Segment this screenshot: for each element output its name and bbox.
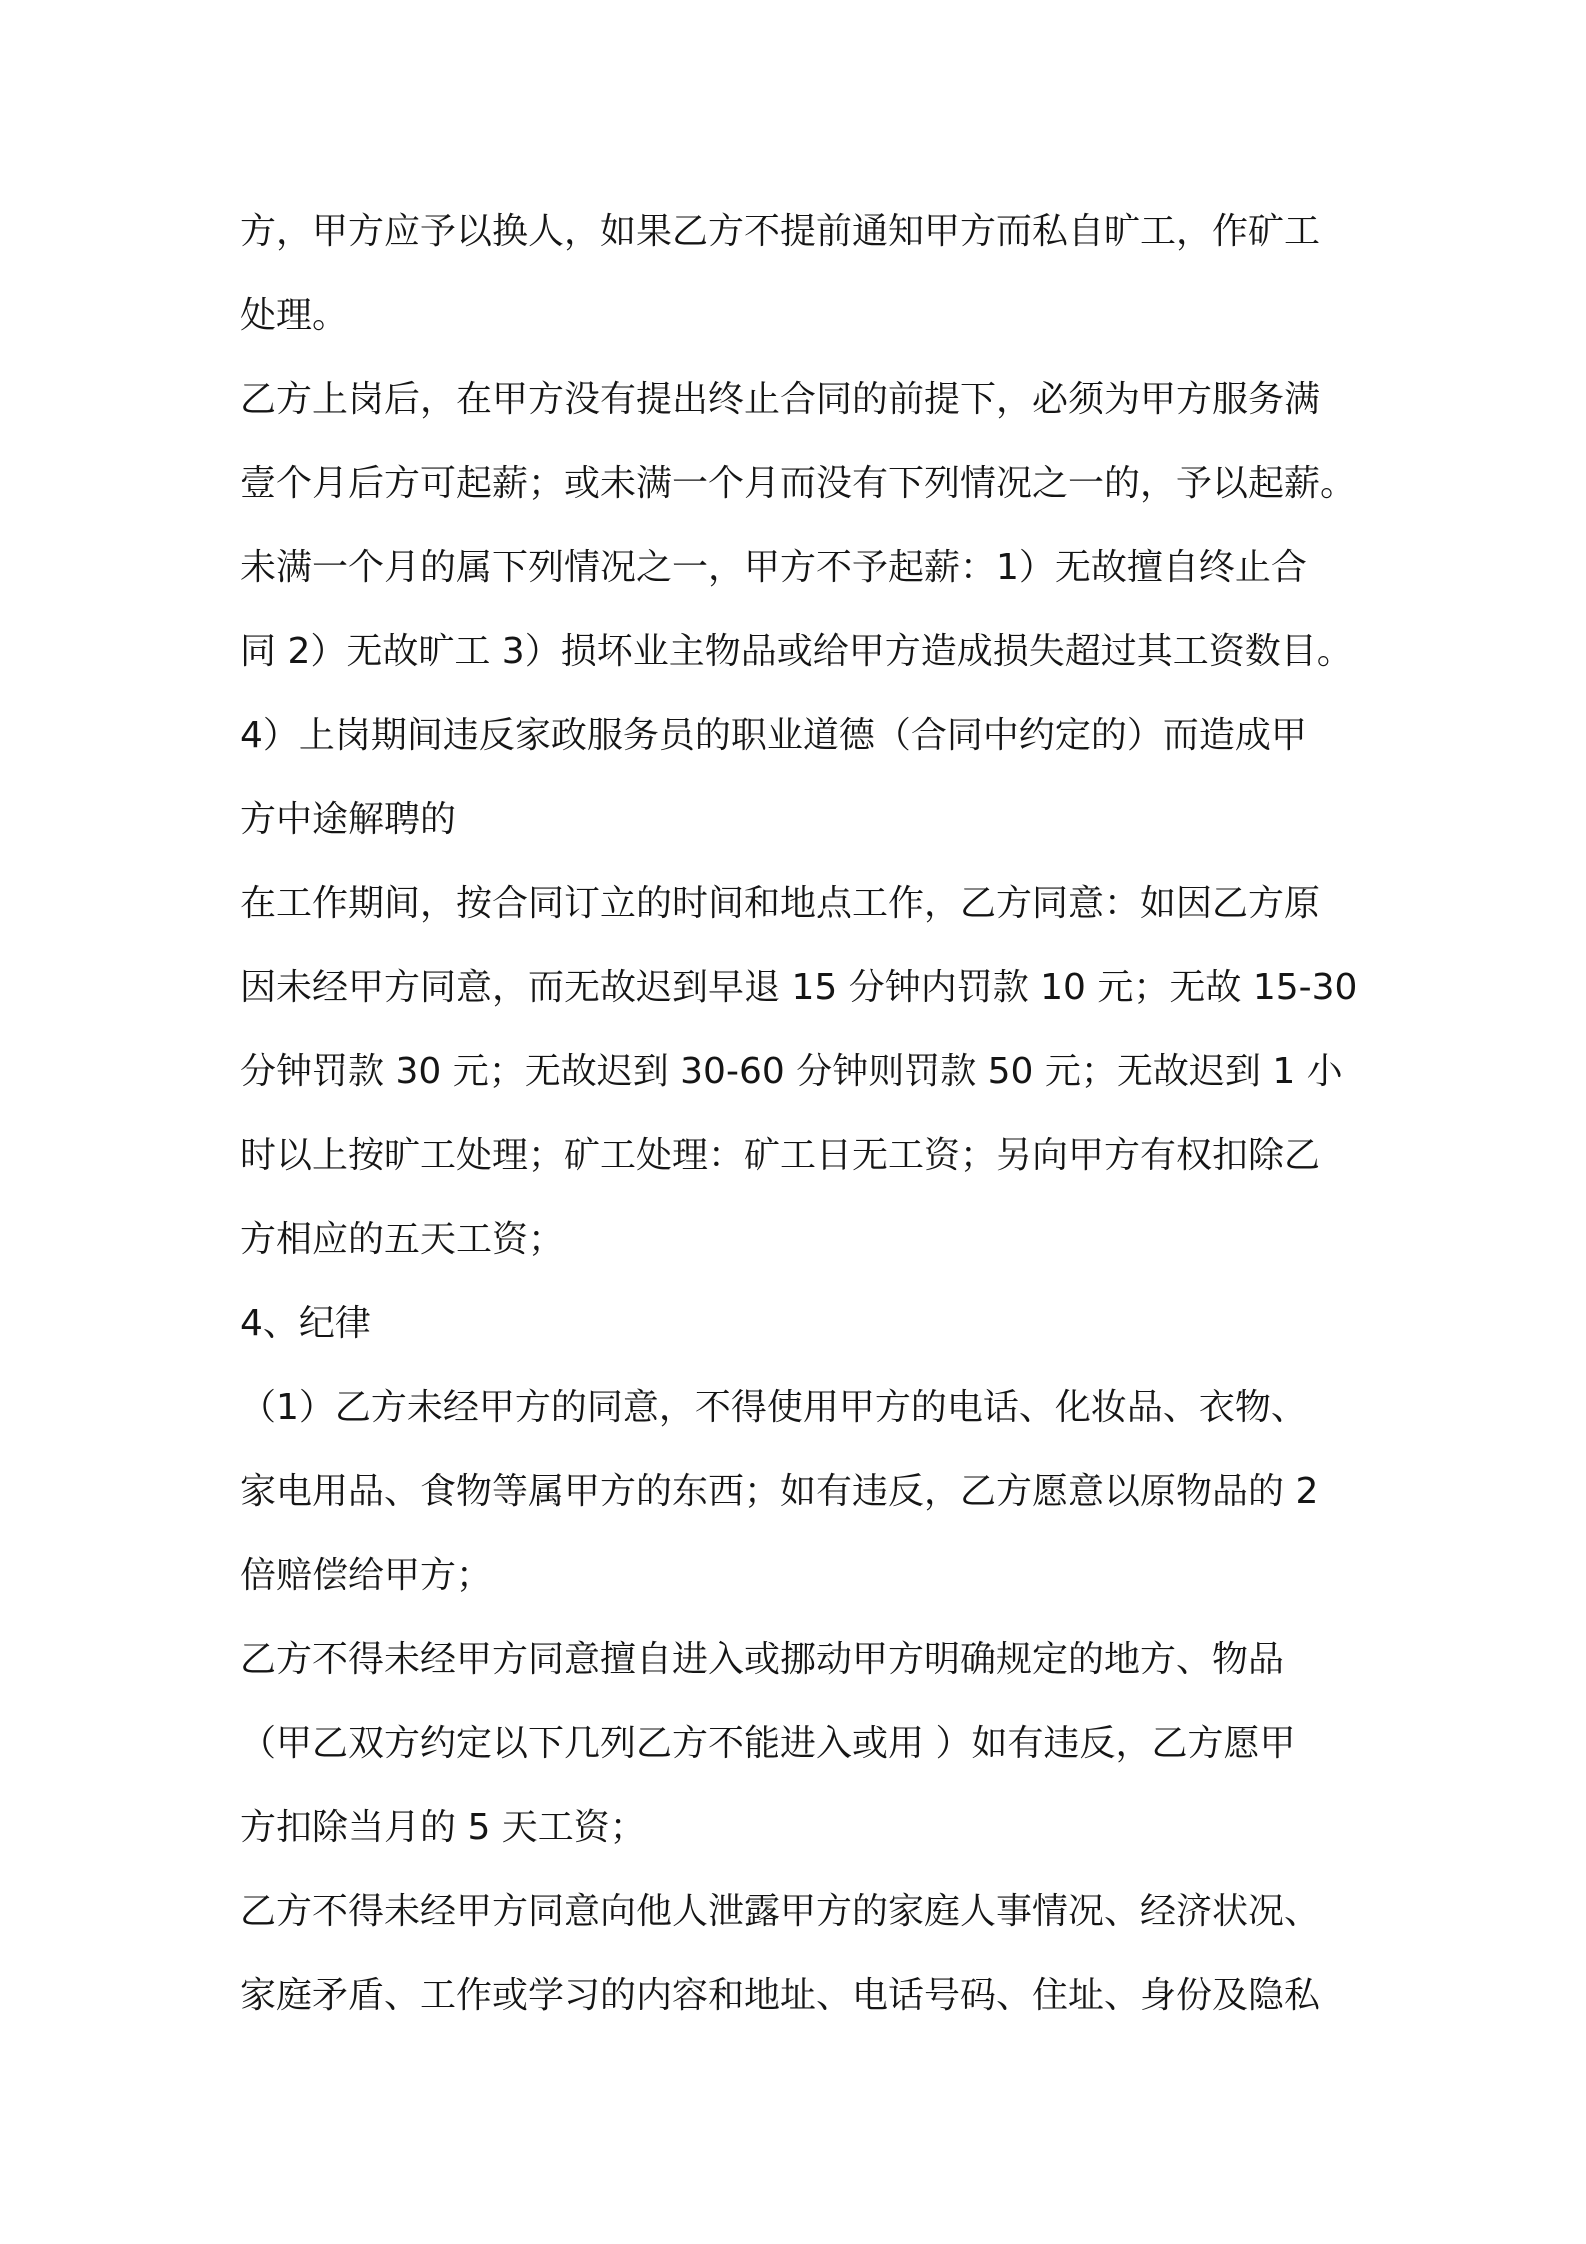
text-line: 方中途解聘的 — [240, 799, 457, 840]
text-line: 壹个月后方可起薪；或未满一个月而没有下列情况之一的，予以起薪。 — [240, 463, 1357, 504]
text-line: 方相应的五天工资； — [240, 1219, 565, 1260]
text-line: 方扣除当月的 5 天工资； — [240, 1807, 646, 1848]
text-line: 4）上岗期间违反家政服务员的职业道德（合同中约定的）而造成甲 — [240, 715, 1307, 756]
text-line: 因未经甲方同意，而无故迟到早退 15 分钟内罚款 10 元；无故 15-30 — [240, 967, 1358, 1008]
text-line: 乙方上岗后，在甲方没有提出终止合同的前提下，必须为甲方服务满 — [240, 379, 1321, 420]
text-line: 处理。 — [240, 295, 349, 336]
section-heading: 4、纪律 — [240, 1303, 371, 1344]
text-line: 乙方不得未经甲方同意擅自进入或挪动甲方明确规定的地方、物品 — [240, 1639, 1285, 1680]
text-line: （甲乙双方约定以下几列乙方不能进入或用 ）如有违反，乙方愿甲 — [240, 1723, 1296, 1764]
text-line: 家庭矛盾、工作或学习的内容和地址、电话号码、住址、身份及隐私 — [240, 1975, 1321, 2016]
text-line: 家电用品、食物等属甲方的东西；如有违反，乙方愿意以原物品的 2 — [240, 1471, 1319, 1512]
text-line: 方，甲方应予以换人，如果乙方不提前通知甲方而私自旷工，作矿工 — [240, 211, 1321, 252]
text-line: 未满一个月的属下列情况之一，甲方不予起薪：1）无故擅自终止合 — [240, 547, 1307, 588]
text-line: 倍赔偿给甲方； — [240, 1555, 493, 1596]
text-line: 分钟罚款 30 元；无故迟到 30-60 分钟则罚款 50 元；无故迟到 1 小 — [240, 1051, 1343, 1092]
text-line: 同 2）无故旷工 3）损坏业主物品或给甲方造成损失超过其工资数目。 — [240, 631, 1353, 672]
text-line: 在工作期间，按合同订立的时间和地点工作，乙方同意：如因乙方原 — [240, 883, 1321, 924]
text-line: （1）乙方未经甲方的同意，不得使用甲方的电话、化妆品、衣物、 — [240, 1387, 1307, 1428]
document-body — [240, 190, 1360, 2038]
text-line: 时以上按旷工处理；矿工处理：矿工日无工资；另向甲方有权扣除乙 — [240, 1135, 1321, 1176]
text-line: 乙方不得未经甲方同意向他人泄露甲方的家庭人事情况、经济状况、 — [240, 1891, 1321, 1932]
